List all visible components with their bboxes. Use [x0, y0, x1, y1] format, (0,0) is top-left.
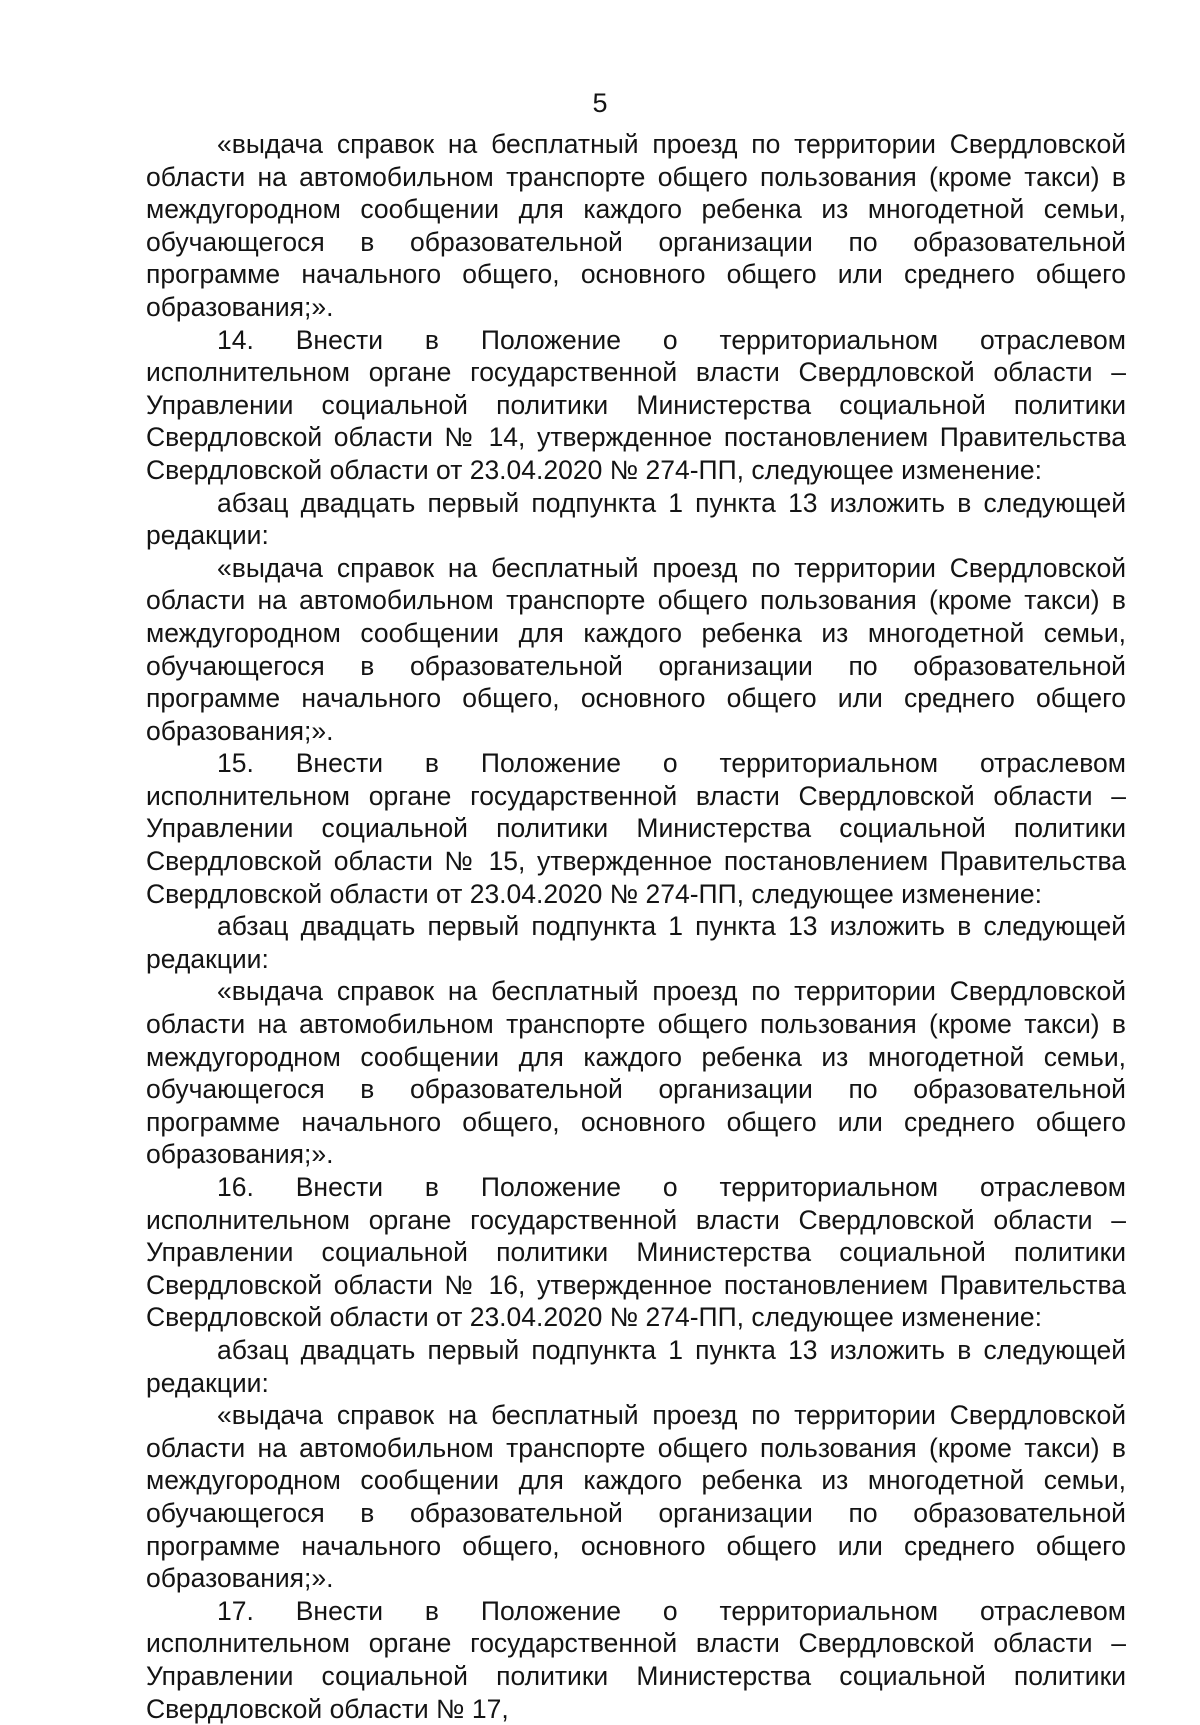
paragraph-quoted-amendment: «выдача справок на бесплатный проезд по территории Свердловской области на автомобильном транспорте общего пользования (кроме такси) в междугородном сообщении для каждого ребенка из многодетной семьи, обучающегося в образовательной организации по образовательной программе начального общего, основного общего или среднего общего образования;».: [146, 1400, 1126, 1594]
paragraph-quoted-amendment: «выдача справок на бесплатный проезд по территории Свердловской области на автомобильном транспорте общего пользования (кроме такси) в междугородном сообщении для каждого ребенка из многодетной семьи, обучающегося в образовательной организации по образовательной программе начального общего, основного общего или среднего общего образования;».: [146, 552, 1126, 746]
paragraph-item-16: 16. Внести в Положение о территориальном отраслевом исполнительном органе государственной власти Свердловской области – Управлении социальной политики Министерства социальной политики Свердловской области № 16, утвержденное постановлением Правительства Свердловской области от 23.04.2020 № 274-ПП, следующее изменение:: [146, 1172, 1126, 1333]
paragraph-quoted-amendment: «выдача справок на бесплатный проезд по территории Свердловской области на автомобильном транспорте общего пользования (кроме такси) в междугородном сообщении для каждого ребенка из многодетной семьи, обучающегося в образовательной организации по образовательной программе начального общего, основного общего или среднего общего образования;».: [146, 976, 1126, 1170]
paragraph-item-17: 17. Внести в Положение о территориальном отраслевом исполнительном органе государственной власти Свердловской области – Управлении социальной политики Министерства социальной политики Свердловской области № 17,: [146, 1595, 1126, 1724]
paragraph-instruction: абзац двадцать первый подпункта 1 пункта 13 изложить в следующей редакции:: [146, 911, 1126, 974]
paragraph-item-15: 15. Внести в Положение о территориальном отраслевом исполнительном органе государственной власти Свердловской области – Управлении социальной политики Министерства социальной политики Свердловской области № 15, утвержденное постановлением Правительства Свердловской области от 23.04.2020 № 274-ПП, следующее изменение:: [146, 748, 1126, 909]
paragraph-item-14: 14. Внести в Положение о территориальном отраслевом исполнительном органе государственной власти Свердловской области – Управлении социальной политики Министерства социальной политики Свердловской области № 14, утвержденное постановлением Правительства Свердловской области от 23.04.2020 № 274-ПП, следующее изменение:: [146, 324, 1126, 485]
paragraph-instruction: абзац двадцать первый подпункта 1 пункта 13 изложить в следующей редакции:: [146, 487, 1126, 551]
page-number: 5: [592, 88, 608, 118]
document-body: [146, 128, 1126, 1725]
paragraph-quoted-amendment: «выдача справок на бесплатный проезд по территории Свердловской области на автомобильном транспорте общего пользования (кроме такси) в междугородном сообщении для каждого ребенка из многодетной семьи, обучающегося в образовательной организации по образовательной программе начального общего, основного общего или среднего общего образования;».: [146, 129, 1126, 322]
paragraph-instruction: абзац двадцать первый подпункта 1 пункта 13 изложить в следующей редакции:: [146, 1334, 1126, 1398]
